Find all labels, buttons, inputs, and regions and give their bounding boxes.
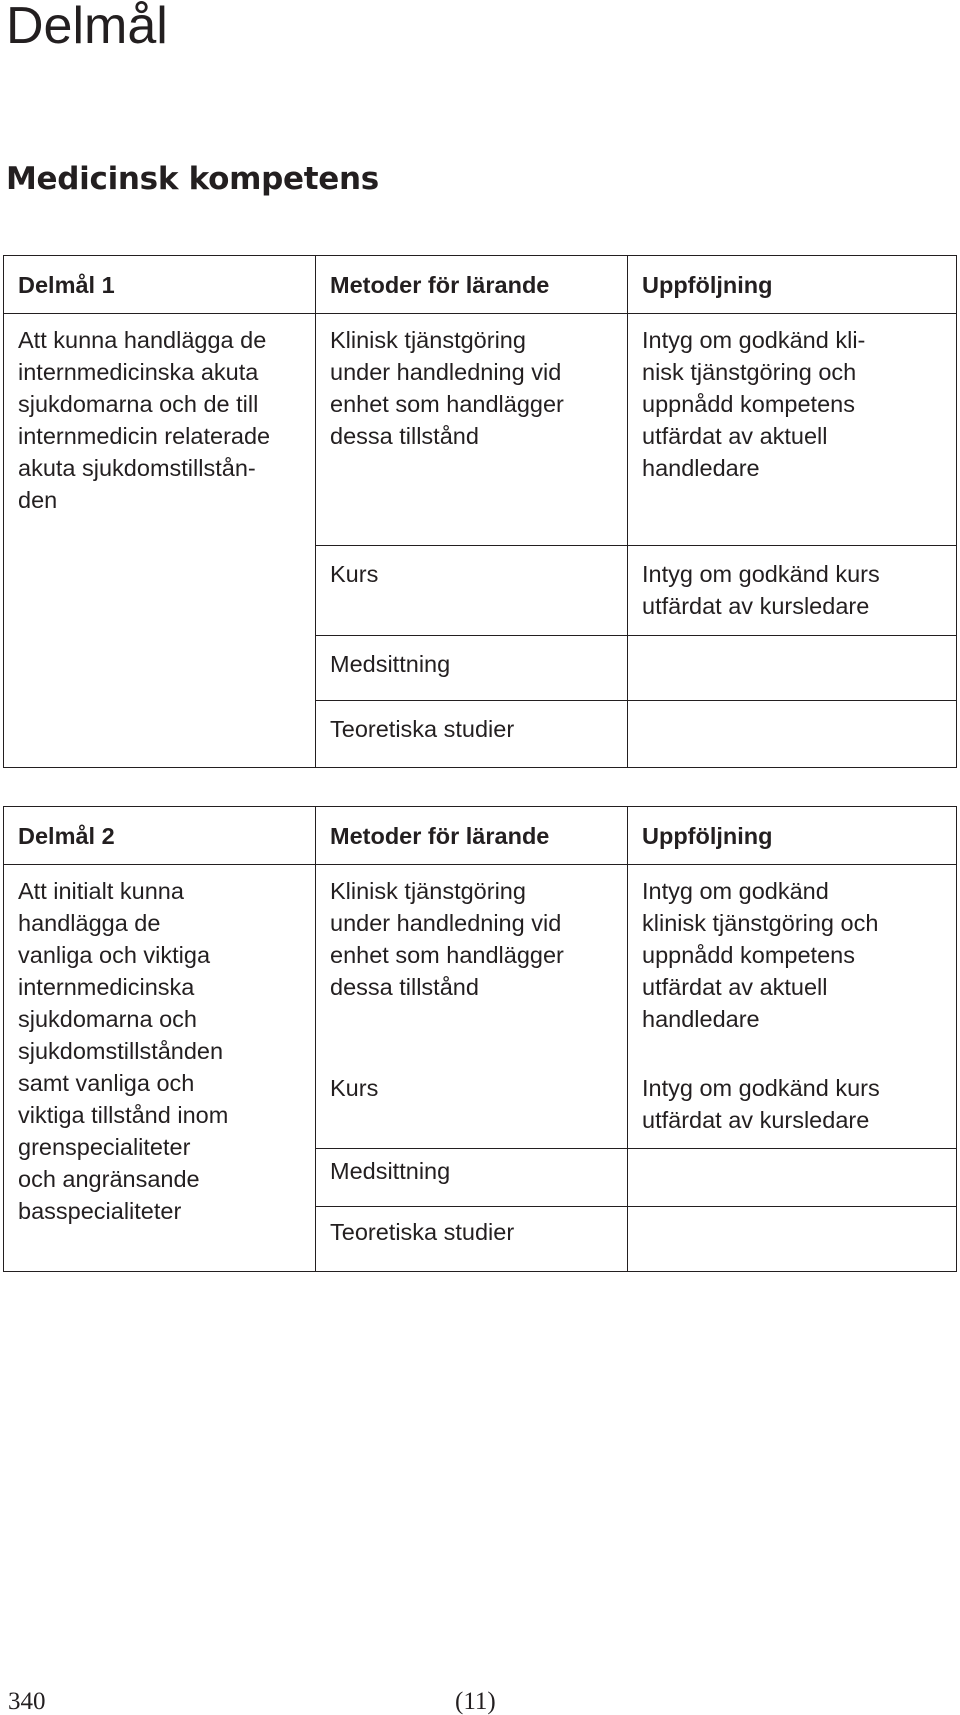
goal-table-2	[3, 806, 957, 1272]
followup-column-header: Uppföljning	[628, 256, 957, 314]
text-line: grenspecialiteter	[18, 1134, 191, 1160]
method-cell	[316, 865, 628, 1073]
table-header-row	[4, 256, 957, 314]
table-row	[4, 314, 957, 546]
followup-cell	[628, 546, 957, 636]
text-line: dessa tillstånd	[330, 423, 479, 449]
method-cell	[316, 1207, 628, 1272]
text-line: enhet som handlägger	[330, 942, 564, 968]
text-line: dessa tillstånd	[330, 974, 479, 1000]
text-line: vanliga och viktiga	[18, 942, 211, 968]
text-line: samt vanliga och	[18, 1070, 195, 1096]
text-line: sjukdomarna och	[18, 1006, 197, 1032]
section-title: Medicinsk kompetens	[6, 161, 379, 197]
text-line: handlägga de	[18, 910, 161, 936]
text-line: enhet som handlägger	[330, 391, 564, 417]
text-line: och angränsande	[18, 1166, 200, 1192]
text-line: uppnådd kompetens	[642, 942, 855, 968]
method-cell	[316, 701, 628, 768]
goal-column-header: Delmål 2	[4, 807, 316, 865]
text-line: internmedicinska akuta	[18, 359, 259, 385]
text-line: utfärdat av aktuell	[642, 423, 828, 449]
followup-cell	[628, 314, 957, 546]
text-line: akuta sjukdomstillstån-	[18, 455, 256, 481]
text-line: Kurs	[330, 561, 379, 587]
text-line: Teoretiska studier	[330, 716, 515, 742]
followup-cell-empty	[628, 1149, 957, 1207]
text-line: Klinisk tjänstgöring	[330, 878, 526, 904]
text-line: Medsittning	[330, 1158, 451, 1184]
page-reference: (11)	[455, 1688, 496, 1715]
method-cell	[316, 314, 628, 546]
text-line: under handledning vid	[330, 910, 562, 936]
text-line: utfärdat av kursledare	[642, 593, 870, 619]
followup-column-header: Uppföljning	[628, 807, 957, 865]
text-line: Teoretiska studier	[330, 1219, 515, 1245]
goal-table-1	[3, 255, 957, 768]
goal-column-header: Delmål 1	[4, 256, 316, 314]
followup-cell	[628, 1072, 957, 1149]
text-line: klinisk tjänstgöring och	[642, 910, 879, 936]
text-line: handledare	[642, 1006, 760, 1032]
text-line: Klinisk tjänstgöring	[330, 327, 526, 353]
text-line: Intyg om godkänd kurs	[642, 561, 880, 587]
text-line: utfärdat av kursledare	[642, 1107, 870, 1133]
method-cell	[316, 636, 628, 701]
text-line: den	[18, 487, 58, 513]
page-title: Delmål	[6, 0, 168, 55]
text-line: Intyg om godkänd kli-	[642, 327, 866, 353]
followup-cell-empty	[628, 1207, 957, 1272]
text-line: sjukdomarna och de till	[18, 391, 259, 417]
text-line: viktiga tillstånd inom	[18, 1102, 229, 1128]
text-line: internmedicinska	[18, 974, 195, 1000]
text-line: nisk tjänstgöring och	[642, 359, 857, 385]
methods-column-header: Metoder för lärande	[316, 256, 628, 314]
table-header-row	[4, 807, 957, 865]
method-cell	[316, 546, 628, 636]
text-line: Att kunna handlägga de	[18, 327, 267, 353]
text-line: Intyg om godkänd	[642, 878, 829, 904]
method-cell	[316, 1149, 628, 1207]
goal-description	[4, 865, 316, 1272]
text-line: utfärdat av aktuell	[642, 974, 828, 1000]
text-line: sjukdomstillstånden	[18, 1038, 224, 1064]
followup-cell	[628, 865, 957, 1073]
text-line: under handledning vid	[330, 359, 562, 385]
text-line: Kurs	[330, 1075, 379, 1101]
text-line: internmedicin relaterade	[18, 423, 271, 449]
followup-cell-empty	[628, 636, 957, 701]
page-number: 340	[8, 1688, 46, 1715]
followup-cell-empty	[628, 701, 957, 768]
text-line: uppnådd kompetens	[642, 391, 855, 417]
table-row	[4, 865, 957, 1073]
text-line: Att initialt kunna	[18, 878, 184, 904]
text-line: Intyg om godkänd kurs	[642, 1075, 880, 1101]
method-cell	[316, 1072, 628, 1149]
text-line: handledare	[642, 455, 760, 481]
text-line: Medsittning	[330, 651, 451, 677]
text-line: basspecialiteter	[18, 1198, 182, 1224]
goal-description	[4, 314, 316, 768]
methods-column-header: Metoder för lärande	[316, 807, 628, 865]
